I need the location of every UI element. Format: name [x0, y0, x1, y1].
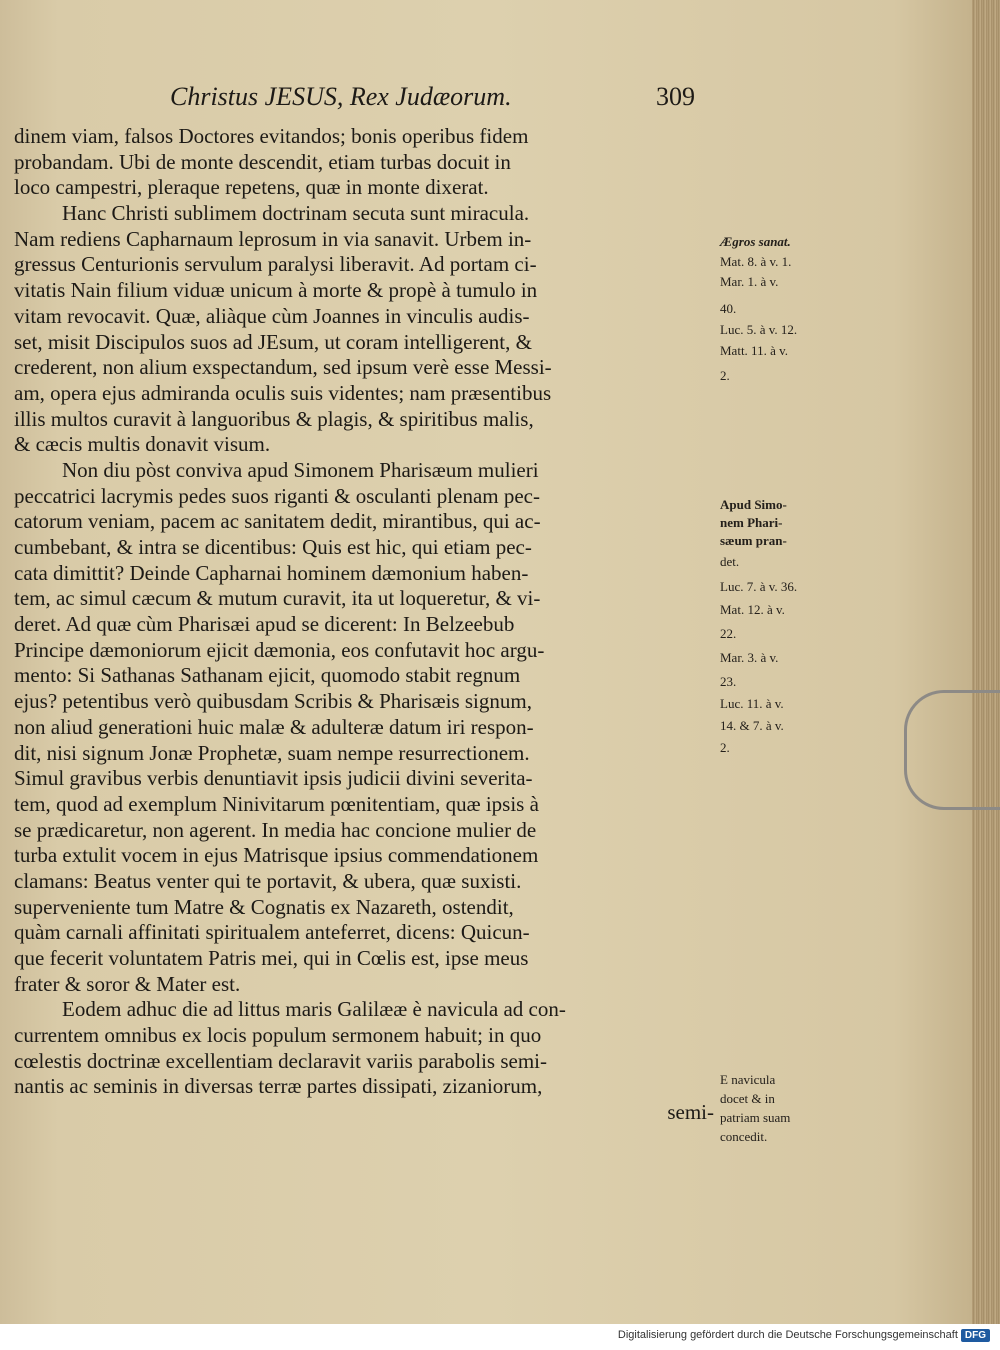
margin-note: 40.: [720, 301, 737, 316]
text-line: set, misit Discipulos suos ad JEsum, ut coram intelligerent, &: [14, 329, 532, 354]
margin-note: concedit.: [720, 1129, 768, 1144]
text-line: illis multos curavit à languoribus & plagis, & spiritibus malis,: [14, 406, 534, 431]
text-line: currentem omnibus ex locis populum sermonem habuit; in quo: [14, 1023, 542, 1048]
margin-note: Luc. 11. à v.: [720, 696, 784, 711]
margin-note: 2.: [720, 368, 730, 383]
margin-note: Apud Simo-: [720, 497, 787, 512]
margin-note: det.: [720, 554, 740, 569]
text-line: dit, nisi signum Jonæ Prophetæ, suam nempe resurrectionem.: [14, 740, 530, 765]
margin-note: Ægros sanat.: [720, 234, 791, 249]
body-text: [14, 124, 714, 1126]
text-line: se prædicaretur, non agerent. In media hac concione mulier de: [14, 817, 537, 842]
text-line: peccatrici lacrymis pedes suos riganti & osculanti plenam pec-: [14, 483, 540, 508]
text-line: Hanc Christi sublimem doctrinam secuta sunt miracula.: [62, 201, 530, 226]
text-line: cata dimittit? Deinde Capharnai hominem dæmonium haben-: [14, 560, 529, 585]
margin-note: Matt. 11. à v.: [720, 343, 788, 358]
text-line: superveniente tum Matre & Cognatis ex Nazareth, ostendit,: [14, 894, 514, 919]
footer-credit: [618, 1329, 990, 1342]
text-line: frater & soror & Mater est.: [14, 971, 241, 996]
text-line: tem, quod ad exemplum Ninivitarum pœnitentiam, quæ ipsis à: [14, 791, 539, 816]
text-line: Eodem adhuc die ad littus maris Galilææ è navicula ad con-: [62, 997, 566, 1022]
text-line: mento: Si Sathanas Sathanam ejicit, quomodo stabit regnum: [14, 663, 521, 688]
text-line: crederent, non alium exspectandum, sed ipsum verè esse Messi-: [14, 355, 552, 380]
dfg-logo: DFG: [961, 1329, 990, 1342]
text-line: & cæcis multis donavit visum.: [14, 432, 271, 457]
text-line: quàm carnali affinitati spiritualem anteferret, dicens: Quicun-: [14, 920, 530, 945]
margin-note: nem Phari-: [720, 515, 783, 530]
text-line: Simul gravibus verbis denuntiavit ipsis judicii divini severita-: [14, 766, 533, 791]
margin-note: 14. & 7. à v.: [720, 718, 784, 733]
margin-note: 23.: [720, 674, 737, 689]
text-line: turba extulit vocem in ejus Matrisque ipsius commendationem: [14, 843, 539, 868]
text-line: probandam. Ubi de monte descendit, etiam turbas docuit in: [14, 149, 511, 174]
footer-bar: [0, 1324, 1000, 1350]
margin-note: docet & in: [720, 1091, 775, 1106]
text-line: ejus? petentibus verò quibusdam Scribis & Pharisæis signum,: [14, 689, 532, 714]
text-line: Principe dæmoniorum ejicit dæmonia, eos confutavit hoc argu-: [14, 637, 545, 662]
margin-note: patriam suam: [720, 1110, 791, 1125]
text-line: deret. Ad quæ cùm Pharisæi apud se dicerent: In Belzeebub: [14, 612, 515, 637]
margin-note: E navicula: [720, 1072, 776, 1087]
margin-note: 2.: [720, 740, 730, 755]
text-line: cœlestis doctrinæ excellentiam declaravit variis parabolis semi-: [14, 1048, 547, 1073]
margin-note: Mat. 12. à v.: [720, 602, 785, 617]
margin-note: Mat. 8. à v. 1.: [720, 254, 792, 269]
text-line: gressus Centurionis servulum paralysi liberavit. Ad portam ci-: [14, 252, 537, 277]
margin-note: Mar. 3. à v.: [720, 650, 779, 665]
catchword: semi-: [667, 1100, 714, 1125]
text-line: clamans: Beatus venter qui te portavit, & ubera, quæ suxisti.: [14, 868, 522, 893]
margin-note: Luc. 5. à v. 12.: [720, 322, 798, 337]
text-line: Non diu pòst conviva apud Simonem Pharisæum mulieri: [62, 457, 539, 482]
margin-note: Mar. 1. à v.: [720, 274, 779, 289]
margin-note: 22.: [720, 626, 737, 641]
text-line: vitatis Nain filium viduæ unicum à morte & propè à tumulo in: [14, 278, 538, 303]
text-line: non aliud generationi huic malæ & adulteræ datum iri respon-: [14, 714, 534, 739]
margin-note: Luc. 7. à v. 36.: [720, 579, 798, 594]
text-line: tem, ac simul cæcum & mutum curavit, ita ut loqueretur, & vi-: [14, 586, 541, 611]
text-line: dinem viam, falsos Doctores evitandos; bonis operibus fidem: [14, 124, 529, 148]
text-line: Nam rediens Capharnaum leprosum in via sanavit. Urbem in-: [14, 226, 532, 251]
text-line: cumbebant, & intra se dicentibus: Quis est hic, qui etiam pec-: [14, 535, 532, 559]
running-head: Christus JESUS, Rex Judæorum.: [170, 82, 512, 111]
text-line: loco campestri, pleraque repetens, quæ in monte dixerat.: [14, 175, 489, 200]
page-edge: [972, 0, 1000, 1324]
paper-clip: [904, 690, 1000, 810]
text-line: catorum veniam, pacem ac sanitatem dedit, mirantibus, qui ac-: [14, 509, 541, 534]
page-number: 309: [656, 82, 695, 111]
text-line: vitam revocavit. Quæ, aliàque cùm Joannes in vinculis audis-: [14, 303, 530, 328]
footer-credit-text: Digitalisierung gefördert durch die Deutsche Forschungsgemeinschaft: [617, 1329, 958, 1341]
text-line: am, opera ejus admiranda oculis suis videntes; nam præsentibus: [14, 380, 552, 405]
text-line: que fecerit voluntatem Patris mei, qui in Cœlis est, ipse meus: [14, 946, 529, 970]
margin-note: sæum pran-: [720, 533, 787, 548]
text-line: nantis ac seminis in diversas terræ partes dissipati, zizaniorum,: [14, 1074, 543, 1099]
